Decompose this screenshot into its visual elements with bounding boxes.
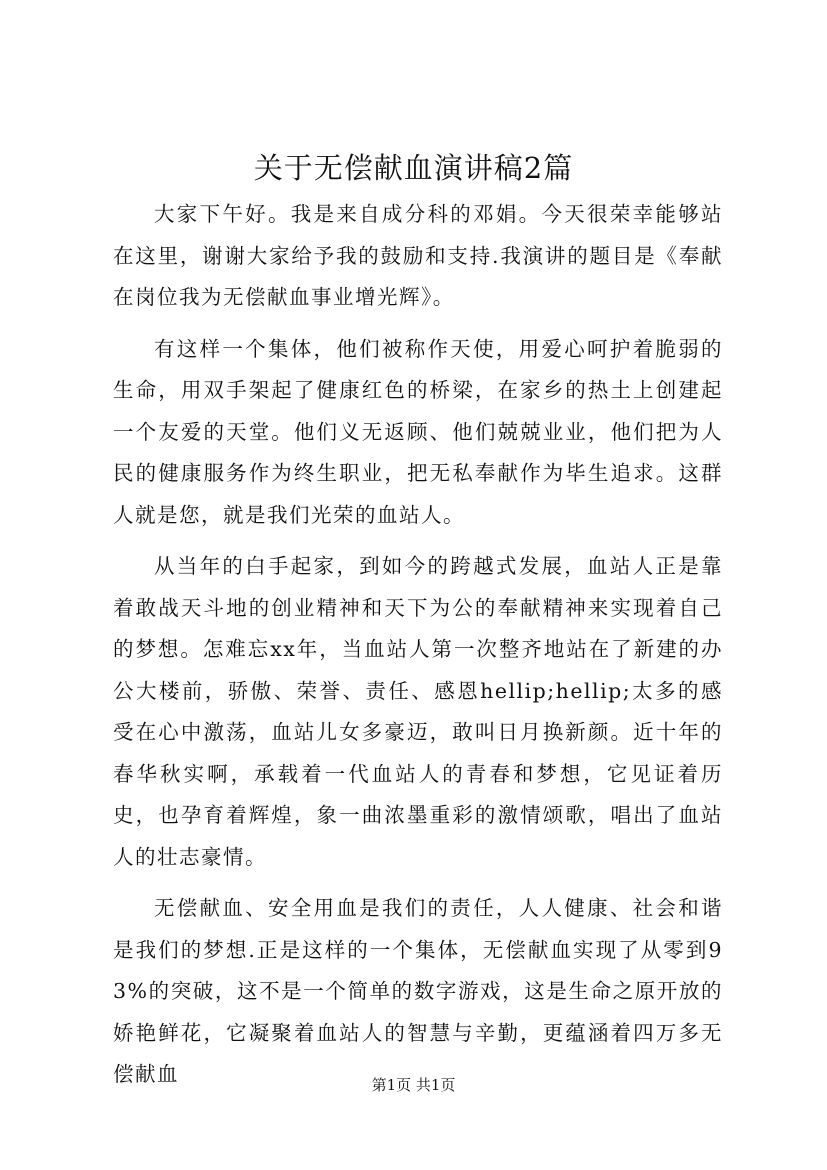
document-title: 关于无偿献血演讲稿2篇	[253, 151, 574, 185]
paragraph-2: 有这样一个集体，他们被称作天使，用爱心呵护着脆弱的生命，用双手架起了健康红色的桥梁，在家乡的热土上创建起一个友爱的天堂。他们义无返顾、他们兢兢业业，他们把为人民的健康服务作为终生职业，把无私奉献作为毕生追求。这群人就是您，就是我们光荣的血站人。	[113, 336, 723, 527]
page-footer: 第1页 共1页	[371, 1076, 456, 1094]
paragraph-4: 无偿献血、安全用血是我们的责任，人人健康、社会和谐是我们的梦想.正是这样的一个集体，无偿献血实现了从零到93%的突破，这不是一个简单的数字游戏，这是生命之原开放的娇艳鲜花，它凝聚着血站人的智慧与辛勤，更蕴涵着四万多无偿献血	[113, 896, 723, 1086]
document-body	[113, 194, 723, 1106]
paragraph-3: 从当年的白手起家，到如今的跨越式发展，血站人正是靠着敢战天斗地的创业精神和天下为公的奉献精神来实现着自己的梦想。怎难忘xx年，当血站人第一次整齐地站在了新建的办公大楼前，骄傲、荣誉、责任、感恩hellip;hellip;太多的感受在心中激荡，血站儿女多豪迈，敢叫日月换新颜。近十年的春华秋实啊，承载着一代血站人的青春和梦想，它见证着历史，也孕育着辉煌，象一曲浓墨重彩的激情颂歌，唱出了血站人的壮志豪情。	[113, 554, 723, 869]
paragraph-1: 大家下午好。我是来自成分科的邓娟。今天很荣幸能够站在这里，谢谢大家给予我的鼓励和支持.我演讲的题目是《奉献在岗位我为无偿献血事业增光辉》。	[113, 202, 723, 309]
